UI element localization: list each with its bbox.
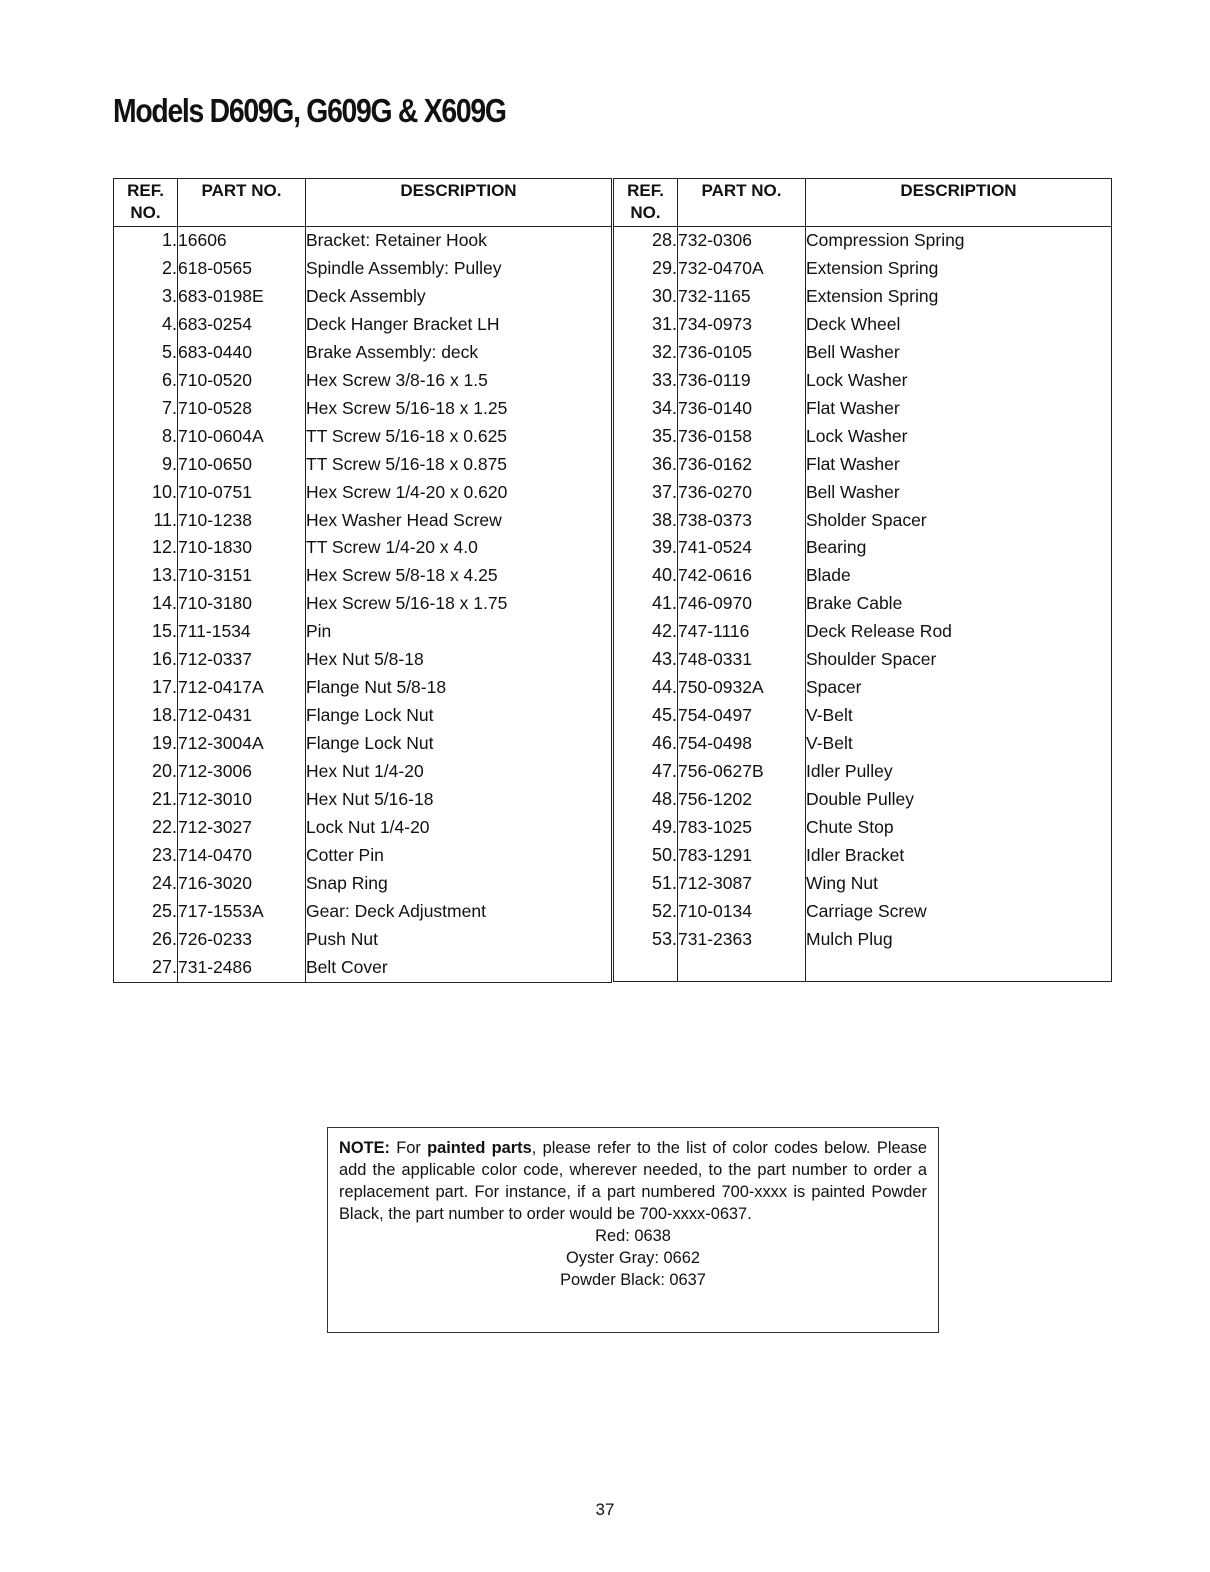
description-cell: Lock Washer <box>806 423 1112 451</box>
description-cell: Deck Assembly <box>306 283 612 311</box>
description-cell: Flange Nut 5/8-18 <box>306 674 612 702</box>
header-part-no: PART NO. <box>678 179 806 227</box>
page-number: 37 <box>595 1500 615 1519</box>
table-row <box>614 283 1112 311</box>
part-no-cell: 710-0528 <box>178 395 306 423</box>
part-no-cell: 683-0440 <box>178 339 306 367</box>
header-ref-no <box>114 179 178 227</box>
table-row <box>614 227 1112 255</box>
parts-table-left <box>113 178 612 983</box>
table-row <box>614 255 1112 283</box>
table-row <box>114 451 612 479</box>
part-no-cell: 741-0524 <box>678 534 806 562</box>
table-row <box>614 562 1112 590</box>
description-cell: Carriage Screw <box>806 898 1112 926</box>
description-cell: Bracket: Retainer Hook <box>306 227 612 255</box>
part-no-cell: 712-3004A <box>178 730 306 758</box>
table-row <box>114 898 612 926</box>
ref-no-cell: 18. <box>114 702 178 730</box>
part-no-cell: 710-0604A <box>178 423 306 451</box>
table-row <box>114 870 612 898</box>
table-row <box>114 786 612 814</box>
part-no-cell: 748-0331 <box>678 646 806 674</box>
description-cell: Belt Cover <box>306 954 612 982</box>
table-row <box>114 646 612 674</box>
part-no-cell: 732-1165 <box>678 283 806 311</box>
description-cell: Flat Washer <box>806 451 1112 479</box>
ref-no-cell: 15. <box>114 618 178 646</box>
part-no-cell: 736-0162 <box>678 451 806 479</box>
part-no-cell <box>678 954 806 982</box>
part-no-cell: 747-1116 <box>678 618 806 646</box>
table-row <box>114 479 612 507</box>
ref-no-cell: 17. <box>114 674 178 702</box>
table-row <box>114 367 612 395</box>
ref-no-cell: 37. <box>614 479 678 507</box>
table-row <box>114 423 612 451</box>
table-row <box>614 898 1112 926</box>
part-no-cell: 732-0470A <box>678 255 806 283</box>
ref-no-cell: 8. <box>114 423 178 451</box>
ref-no-cell: 16. <box>114 646 178 674</box>
note-text-1: For <box>390 1139 428 1157</box>
part-no-cell: 736-0140 <box>678 395 806 423</box>
part-no-cell: 712-0337 <box>178 646 306 674</box>
ref-no-cell: 4. <box>114 311 178 339</box>
table-row <box>614 423 1112 451</box>
part-no-cell: 714-0470 <box>178 842 306 870</box>
ref-no-cell: 28. <box>614 227 678 255</box>
description-cell: Flat Washer <box>806 395 1112 423</box>
ref-no-cell: 26. <box>114 926 178 954</box>
table-header-row <box>114 179 612 227</box>
ref-no-cell: 47. <box>614 758 678 786</box>
table-row <box>114 534 612 562</box>
part-no-cell: 746-0970 <box>678 590 806 618</box>
part-no-cell: 754-0498 <box>678 730 806 758</box>
color-code-oyster-gray: Oyster Gray: 0662 <box>566 1249 700 1267</box>
table-row <box>114 702 612 730</box>
part-no-cell: 732-0306 <box>678 227 806 255</box>
table-row <box>614 870 1112 898</box>
header-ref-line1: REF. <box>627 181 664 200</box>
table-row <box>614 367 1112 395</box>
table-row <box>614 674 1112 702</box>
description-cell: Bell Washer <box>806 479 1112 507</box>
page-title: Models D609G, G609G & X609G <box>113 92 506 129</box>
description-cell: Deck Wheel <box>806 311 1112 339</box>
ref-no-cell: 3. <box>114 283 178 311</box>
ref-no-cell: 20. <box>114 758 178 786</box>
description-cell: Compression Spring <box>806 227 1112 255</box>
part-no-cell: 736-0119 <box>678 367 806 395</box>
ref-no-cell <box>614 954 678 982</box>
description-cell: Cotter Pin <box>306 842 612 870</box>
description-cell: Hex Washer Head Screw <box>306 507 612 535</box>
part-no-cell: 710-0751 <box>178 479 306 507</box>
part-no-cell: 734-0973 <box>678 311 806 339</box>
part-no-cell: 683-0254 <box>178 311 306 339</box>
ref-no-cell: 43. <box>614 646 678 674</box>
part-no-cell: 710-0520 <box>178 367 306 395</box>
table-row <box>614 758 1112 786</box>
ref-no-cell: 32. <box>614 339 678 367</box>
table-row <box>614 842 1112 870</box>
description-cell: Hex Screw 5/16-18 x 1.75 <box>306 590 612 618</box>
note-label: NOTE: <box>339 1139 390 1157</box>
table-row <box>114 842 612 870</box>
header-ref-no <box>614 179 678 227</box>
table-row <box>114 590 612 618</box>
description-cell: Hex Screw 5/16-18 x 1.25 <box>306 395 612 423</box>
description-cell: Hex Screw 1/4-20 x 0.620 <box>306 479 612 507</box>
table-row <box>614 814 1112 842</box>
description-cell: Hex Screw 3/8-16 x 1.5 <box>306 367 612 395</box>
part-no-cell: 712-0431 <box>178 702 306 730</box>
ref-no-cell: 7. <box>114 395 178 423</box>
description-cell: Deck Hanger Bracket LH <box>306 311 612 339</box>
ref-no-cell: 12. <box>114 534 178 562</box>
description-cell: Gear: Deck Adjustment <box>306 898 612 926</box>
part-no-cell: 712-3006 <box>178 758 306 786</box>
description-cell: Extension Spring <box>806 283 1112 311</box>
table-row <box>614 590 1112 618</box>
ref-no-cell: 27. <box>114 954 178 982</box>
part-no-cell: 710-1830 <box>178 534 306 562</box>
table-row <box>614 507 1112 535</box>
header-description: DESCRIPTION <box>306 179 612 227</box>
description-cell: Push Nut <box>306 926 612 954</box>
part-no-cell: 756-1202 <box>678 786 806 814</box>
description-cell: Brake Cable <box>806 590 1112 618</box>
part-no-cell: 16606 <box>178 227 306 255</box>
description-cell: Hex Nut 5/16-18 <box>306 786 612 814</box>
part-no-cell: 731-2486 <box>178 954 306 982</box>
part-no-cell: 710-1238 <box>178 507 306 535</box>
description-cell: Brake Assembly: deck <box>306 339 612 367</box>
note-bold-text: painted parts <box>427 1139 532 1157</box>
description-cell: Double Pulley <box>806 786 1112 814</box>
table-row <box>114 395 612 423</box>
description-cell: Idler Bracket <box>806 842 1112 870</box>
ref-no-cell: 14. <box>114 590 178 618</box>
table-row <box>614 451 1112 479</box>
description-cell: Extension Spring <box>806 255 1112 283</box>
color-code-red: Red: 0638 <box>595 1227 671 1245</box>
ref-no-cell: 50. <box>614 842 678 870</box>
table-row <box>114 227 612 255</box>
ref-no-cell: 19. <box>114 730 178 758</box>
table-row <box>614 395 1112 423</box>
ref-no-cell: 45. <box>614 702 678 730</box>
ref-no-cell: 51. <box>614 870 678 898</box>
description-cell: Hex Screw 5/8-18 x 4.25 <box>306 562 612 590</box>
part-no-cell: 711-1534 <box>178 618 306 646</box>
ref-no-cell: 48. <box>614 786 678 814</box>
note-text <box>339 1137 927 1225</box>
part-no-cell: 683-0198E <box>178 283 306 311</box>
description-cell: Spindle Assembly: Pulley <box>306 255 612 283</box>
table-row <box>114 758 612 786</box>
table-row <box>114 339 612 367</box>
description-cell: Flange Lock Nut <box>306 702 612 730</box>
description-cell: V-Belt <box>806 730 1112 758</box>
table-row <box>114 730 612 758</box>
table-row <box>614 618 1112 646</box>
header-ref-line2: NO. <box>630 203 661 222</box>
ref-no-cell: 5. <box>114 339 178 367</box>
ref-no-cell: 2. <box>114 255 178 283</box>
description-cell: Bell Washer <box>806 339 1112 367</box>
description-cell: Sholder Spacer <box>806 507 1112 535</box>
ref-no-cell: 1. <box>114 227 178 255</box>
ref-no-cell: 36. <box>614 451 678 479</box>
table-row <box>614 786 1112 814</box>
part-no-cell: 738-0373 <box>678 507 806 535</box>
part-no-cell: 736-0270 <box>678 479 806 507</box>
description-cell: TT Screw 1/4-20 x 4.0 <box>306 534 612 562</box>
table-row <box>614 646 1112 674</box>
ref-no-cell: 13. <box>114 562 178 590</box>
table-row <box>114 618 612 646</box>
ref-no-cell: 35. <box>614 423 678 451</box>
ref-no-cell: 10. <box>114 479 178 507</box>
description-cell: Shoulder Spacer <box>806 646 1112 674</box>
ref-no-cell: 11. <box>114 507 178 535</box>
part-no-cell: 783-1025 <box>678 814 806 842</box>
description-cell: Spacer <box>806 674 1112 702</box>
part-no-cell: 710-0134 <box>678 898 806 926</box>
table-row <box>114 507 612 535</box>
header-part-no: PART NO. <box>178 179 306 227</box>
part-no-cell: 716-3020 <box>178 870 306 898</box>
ref-no-cell: 9. <box>114 451 178 479</box>
table-row <box>614 954 1112 982</box>
description-cell: Bearing <box>806 534 1112 562</box>
table-row <box>114 311 612 339</box>
description-cell: Hex Nut 1/4-20 <box>306 758 612 786</box>
part-no-cell: 717-1553A <box>178 898 306 926</box>
parts-table-right-body <box>614 227 1112 982</box>
table-row <box>114 283 612 311</box>
table-row <box>614 730 1112 758</box>
table-row <box>614 534 1112 562</box>
description-cell: Idler Pulley <box>806 758 1112 786</box>
part-no-cell: 712-3087 <box>678 870 806 898</box>
part-no-cell: 726-0233 <box>178 926 306 954</box>
table-row <box>614 479 1112 507</box>
description-cell <box>806 954 1112 982</box>
description-cell: V-Belt <box>806 702 1112 730</box>
ref-no-cell: 52. <box>614 898 678 926</box>
part-no-cell: 736-0105 <box>678 339 806 367</box>
description-cell: Pin <box>306 618 612 646</box>
table-header-row <box>614 179 1112 227</box>
ref-no-cell: 53. <box>614 926 678 954</box>
part-no-cell: 750-0932A <box>678 674 806 702</box>
ref-no-cell: 46. <box>614 730 678 758</box>
table-row <box>114 954 612 982</box>
description-cell: Flange Lock Nut <box>306 730 612 758</box>
ref-no-cell: 42. <box>614 618 678 646</box>
parts-table-right <box>613 178 1112 982</box>
part-no-cell: 783-1291 <box>678 842 806 870</box>
part-no-cell: 736-0158 <box>678 423 806 451</box>
parts-table-left-body <box>114 227 612 983</box>
ref-no-cell: 41. <box>614 590 678 618</box>
table-row <box>114 255 612 283</box>
ref-no-cell: 30. <box>614 283 678 311</box>
ref-no-cell: 29. <box>614 255 678 283</box>
description-cell: Blade <box>806 562 1112 590</box>
part-no-cell: 742-0616 <box>678 562 806 590</box>
description-cell: Deck Release Rod <box>806 618 1112 646</box>
part-no-cell: 712-3027 <box>178 814 306 842</box>
part-no-cell: 754-0497 <box>678 702 806 730</box>
table-row <box>114 926 612 954</box>
description-cell: TT Screw 5/16-18 x 0.625 <box>306 423 612 451</box>
ref-no-cell: 44. <box>614 674 678 702</box>
ref-no-cell: 25. <box>114 898 178 926</box>
part-no-cell: 618-0565 <box>178 255 306 283</box>
description-cell: Lock Washer <box>806 367 1112 395</box>
ref-no-cell: 49. <box>614 814 678 842</box>
description-cell: Chute Stop <box>806 814 1112 842</box>
ref-no-cell: 24. <box>114 870 178 898</box>
table-row <box>614 311 1112 339</box>
header-description: DESCRIPTION <box>806 179 1112 227</box>
ref-no-cell: 34. <box>614 395 678 423</box>
part-no-cell: 731-2363 <box>678 926 806 954</box>
table-row <box>614 926 1112 954</box>
note-text-2: , please refer to the list of color codes below. Please add the applicable color code, wherever needed, to the part number to order a replacement part. For instance, if a part numbered 700-xxxx is painted Powder Black, the part number to order would be 700-xxxx-0637. <box>339 1139 927 1223</box>
part-no-cell: 710-3180 <box>178 590 306 618</box>
painted-parts-note <box>327 1127 939 1333</box>
header-ref-line2: NO. <box>130 203 161 222</box>
part-no-cell: 710-3151 <box>178 562 306 590</box>
ref-no-cell: 6. <box>114 367 178 395</box>
table-row <box>114 814 612 842</box>
table-row <box>614 339 1112 367</box>
ref-no-cell: 40. <box>614 562 678 590</box>
part-no-cell: 712-3010 <box>178 786 306 814</box>
ref-no-cell: 39. <box>614 534 678 562</box>
description-cell: Wing Nut <box>806 870 1112 898</box>
ref-no-cell: 21. <box>114 786 178 814</box>
table-row <box>114 674 612 702</box>
ref-no-cell: 33. <box>614 367 678 395</box>
part-no-cell: 712-0417A <box>178 674 306 702</box>
description-cell: Snap Ring <box>306 870 612 898</box>
table-row <box>614 702 1112 730</box>
ref-no-cell: 23. <box>114 842 178 870</box>
color-code-powder-black: Powder Black: 0637 <box>560 1271 706 1289</box>
description-cell: Lock Nut 1/4-20 <box>306 814 612 842</box>
description-cell: Mulch Plug <box>806 926 1112 954</box>
ref-no-cell: 31. <box>614 311 678 339</box>
header-ref-line1: REF. <box>127 181 164 200</box>
ref-no-cell: 22. <box>114 814 178 842</box>
table-row <box>114 562 612 590</box>
part-no-cell: 756-0627B <box>678 758 806 786</box>
description-cell: TT Screw 5/16-18 x 0.875 <box>306 451 612 479</box>
ref-no-cell: 38. <box>614 507 678 535</box>
description-cell: Hex Nut 5/8-18 <box>306 646 612 674</box>
part-no-cell: 710-0650 <box>178 451 306 479</box>
